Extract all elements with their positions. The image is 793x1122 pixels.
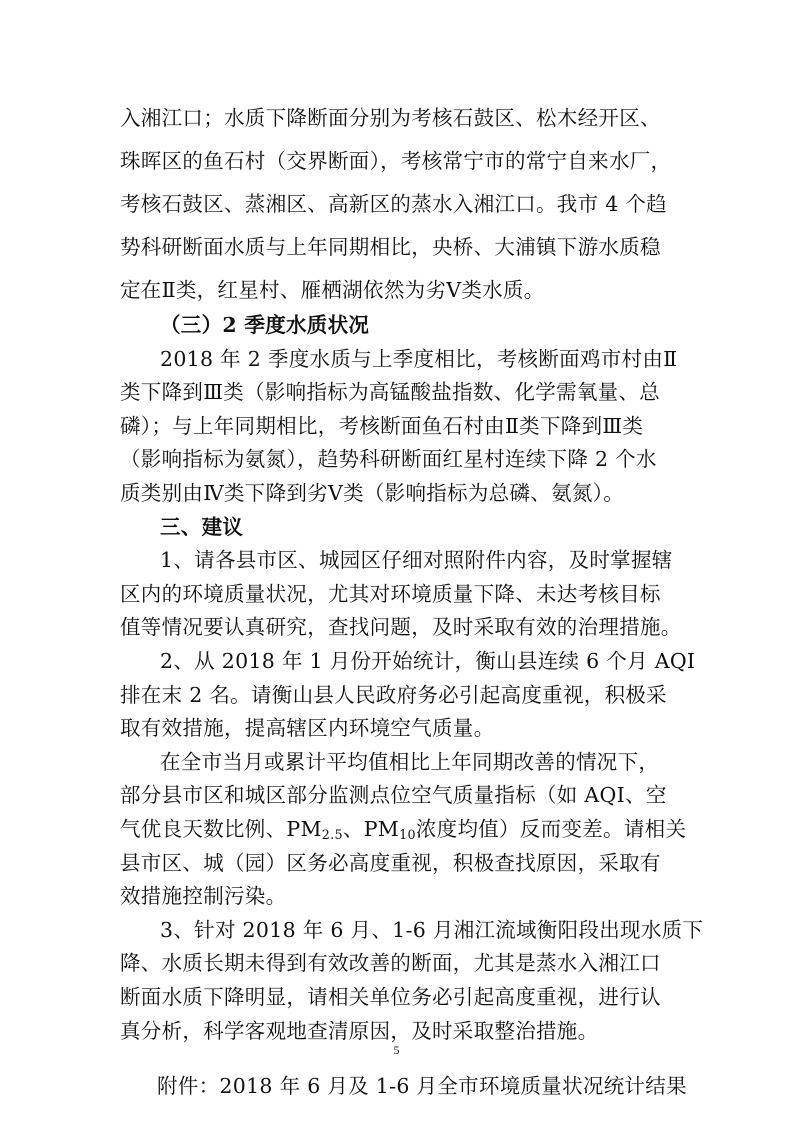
text-fragment: 气优良天数比例、PM xyxy=(120,817,322,841)
text-line: 势科研断面水质与上年同期相比，央桥、大浦镇下游水质稳 xyxy=(120,235,661,259)
text-line: 县市区、城（园）区务必高度重视，积极查找原因，采取有 xyxy=(120,851,661,875)
text-line: 真分析，科学客观地查清原因，及时采取整治措施。 xyxy=(120,1019,599,1043)
text-line: 效措施控制污染。 xyxy=(120,884,287,908)
attachment-line: 附件：2018 年 6 月及 1-6 月全市环境质量状况统计结果 xyxy=(157,1074,687,1098)
text-line: 珠晖区的鱼石村（交界断面），考核常宁市的常宁自来水厂， xyxy=(120,149,672,173)
text-line: 降、水质长期未得到有效改善的断面，尤其是蒸水入湘江口 xyxy=(120,951,661,975)
text-line: 3、针对 2018 年 6 月、1-6 月湘江流域衡阳段出现水质下 xyxy=(160,918,704,942)
text-line: 在全市当月或累计平均值相比上年同期改善的情况下， xyxy=(160,750,660,774)
text-line: 2、从 2018 年 1 月份开始统计，衡山县连续 6 个月 AQI xyxy=(160,649,696,673)
text-line: 质类别由Ⅳ类下降到劣Ⅴ类（影响指标为总磷、氨氮）。 xyxy=(120,481,625,505)
text-fragment: 、PM xyxy=(342,817,400,841)
text-line: 部分县市区和城区部分监测点位空气质量指标（如 AQI、空 xyxy=(120,783,667,807)
section-heading-suggestions: 三、建议 xyxy=(160,515,244,539)
text-line: 断面水质下降明显，请相关单位务必引起高度重视，进行认 xyxy=(120,985,661,1009)
text-line: 排在末 2 名。请衡山县人民政府务必引起高度重视，积极采 xyxy=(120,683,667,707)
text-line: 1、请各县市区、城园区仔细对照附件内容，及时掌握辖 xyxy=(160,548,673,572)
text-line: 区内的环境质量状况，尤其对环境质量下降、未达考核目标 xyxy=(120,582,661,606)
pm10-subscript: 10 xyxy=(399,827,416,843)
text-line: 定在Ⅱ类，红星村、雁栖湖依然为劣Ⅴ类水质。 xyxy=(120,278,545,302)
text-line: 类下降到Ⅲ类（影响指标为高锰酸盐指数、化学需氧量、总 xyxy=(120,380,661,404)
text-line: 入湘江口；水质下降断面分别为考核石鼓区、松木经开区、 xyxy=(120,106,661,130)
text-line: 2018 年 2 季度水质与上季度相比，考核断面鸡市村由Ⅱ xyxy=(160,347,678,371)
section-heading-q2: （三）2 季度水质状况 xyxy=(160,313,370,337)
page-number: 5 xyxy=(393,1043,400,1057)
pm25-subscript: 2.5 xyxy=(321,827,343,843)
text-line: 值等情况要认真研究，查找问题，及时采取有效的治理措施。 xyxy=(120,615,682,639)
text-line: 考核石鼓区、蒸湘区、高新区的蒸水入湘江口。我市 4 个趋 xyxy=(120,192,667,216)
text-line-pm xyxy=(120,815,687,849)
text-fragment: 浓度均值）反而变差。请相关 xyxy=(415,817,687,841)
text-line: 磷）；与上年同期相比，考核断面鱼石村由Ⅱ类下降到Ⅲ类 xyxy=(120,414,644,438)
text-line: 取有效措施，提高辖区内环境空气质量。 xyxy=(120,716,495,740)
text-line: （影响指标为氨氮），趋势科研断面红星村连续下降 2 个水 xyxy=(120,447,657,471)
